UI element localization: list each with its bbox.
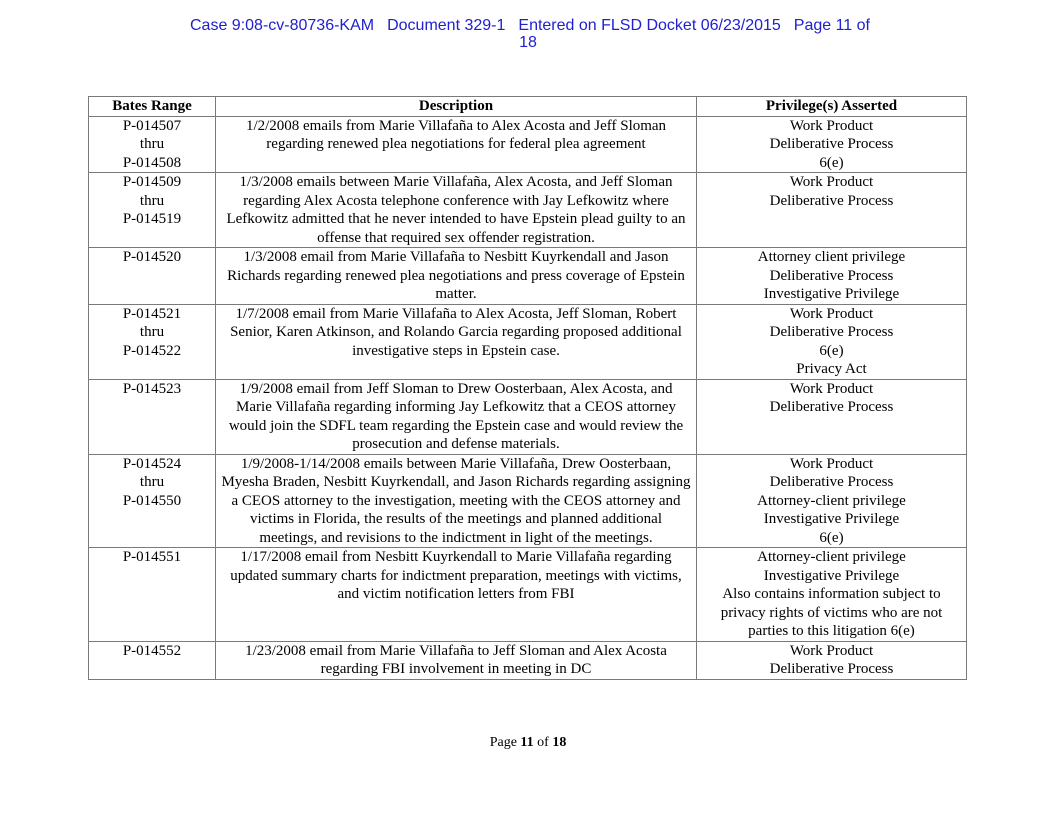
bates-range-cell [89, 548, 216, 642]
description-cell: 1/7/2008 email from Marie Villafaña to Alex Acosta, Jeff Sloman, Robert Senior, Karen Atkinson, and Rolando Garcia regarding proposed additional investigative steps in Epstein case. [216, 304, 697, 379]
table-body [89, 116, 967, 679]
privilege-line: Attorney-client privilege [757, 549, 906, 565]
privilege-line: Deliberative Process [769, 474, 894, 490]
privilege-line: Work Product [789, 642, 874, 659]
privileges-cell [697, 454, 967, 548]
bates-range-line: P-014507 [122, 117, 182, 134]
footer-of-word: of [537, 735, 549, 750]
privilege-line: Investigative Privilege [763, 511, 900, 527]
bates-range-line: P-014509 [122, 174, 182, 190]
privilege-line: Deliberative Process [769, 661, 894, 677]
bates-range-line: thru [139, 136, 165, 152]
table-row [89, 173, 967, 248]
privileges-cell [697, 641, 967, 679]
privilege-line: Deliberative Process [769, 267, 894, 284]
table-row [89, 548, 967, 642]
docket-header-line1 [0, 18, 1056, 35]
privileges-cell [697, 304, 967, 379]
description-cell: 1/9/2008-1/14/2008 emails between Marie Villafaña, Drew Oosterbaan, Myesha Braden, Nesbitt Kuyrkendall, and Jason Richards regarding assigning a CEOS attorney to the investigation, meeting with the CEOS attorney and victims in Florida, the results of the meetings and planned additional meetings, and revisions to the indictment in light of the meetings. [216, 454, 697, 548]
privileges-cell [697, 116, 967, 173]
description-cell: 1/17/2008 email from Nesbitt Kuyrkendall to Marie Villafaña regarding updated summary charts for indictment preparation, meetings with victims, and victim notification letters from FBI [216, 548, 697, 642]
description-cell: 1/9/2008 email from Jeff Sloman to Drew Oosterbaan, Alex Acosta, and Marie Villafaña regarding informing Jay Lefkowitz that a CEOS attorney would join the SDFL team regarding the Epstein case and would review the prosecution and defense materials. [216, 379, 697, 454]
privilege-line: Investigative Privilege [763, 567, 900, 584]
page-footer [0, 735, 1056, 751]
bates-range-cell [89, 304, 216, 379]
document-number: Document 329-1 [387, 17, 506, 34]
privilege-line: Work Product [789, 380, 874, 397]
bates-range-cell [89, 116, 216, 173]
footer-page-word: Page [489, 735, 517, 750]
column-header-description: Description [216, 97, 697, 117]
table-row [89, 116, 967, 173]
column-header-bates: Bates Range [89, 97, 216, 117]
description-cell: 1/23/2008 email from Marie Villafaña to Jeff Sloman and Alex Acosta regarding FBI involvement in meeting in DC [216, 641, 697, 679]
privilege-line: Work Product [789, 117, 874, 134]
privilege-line: Deliberative Process [769, 399, 894, 415]
privilege-line: Also contains information subject to privacy rights of victims who are not parties to this litigation 6(e) [720, 586, 943, 639]
bates-range-line: P-014552 [122, 642, 182, 659]
privilege-line: Deliberative Process [769, 192, 894, 209]
bates-range-line: P-014520 [122, 249, 182, 265]
privilege-line: Deliberative Process [769, 136, 894, 152]
bates-range-line: P-014550 [122, 492, 182, 509]
bates-range-cell [89, 641, 216, 679]
description-cell: 1/2/2008 emails from Marie Villafaña to Alex Acosta and Jeff Sloman regarding renewed plea negotiations for federal plea agreement [216, 116, 697, 173]
bates-range-line: thru [139, 474, 165, 490]
table-row [89, 454, 967, 548]
privilege-line: Attorney client privilege [757, 249, 906, 265]
privilege-line: Work Product [789, 174, 874, 190]
privilege-log-table [88, 96, 967, 680]
case-number: Case 9:08-cv-80736-KAM [190, 17, 375, 34]
description-cell: 1/3/2008 emails between Marie Villafaña, Alex Acosta, and Jeff Sloman regarding Alex Acosta telephone conference with Jay Lefkowitz where Lefkowitz admitted that he never intended to have Epstein plead guilty to an offense that required sex offender registration. [216, 173, 697, 248]
privileges-cell [697, 248, 967, 305]
bates-range-line: P-014519 [122, 211, 182, 227]
footer-page-total: 18 [552, 735, 567, 750]
table-row [89, 248, 967, 305]
column-header-privileges: Privilege(s) Asserted [697, 97, 967, 117]
page-total: 18 [519, 33, 537, 51]
bates-range-line: P-014522 [122, 342, 182, 359]
bates-range-line: thru [139, 192, 165, 209]
footer-page-number: 11 [520, 735, 534, 750]
bates-range-cell [89, 379, 216, 454]
privilege-line: Deliberative Process [769, 324, 894, 340]
privileges-cell [697, 548, 967, 642]
docket-entry: Entered on FLSD Docket 06/23/2015 [518, 17, 781, 34]
privilege-line: Work Product [789, 455, 874, 472]
bates-range-cell [89, 248, 216, 305]
privileges-cell [697, 379, 967, 454]
bates-range-line: P-014551 [122, 549, 182, 565]
docket-header [0, 18, 1056, 51]
bates-range-line: P-014508 [122, 154, 182, 171]
privilege-line: 6(e) [819, 342, 844, 359]
privilege-line: 6(e) [819, 529, 844, 546]
bates-range-line: P-014521 [122, 305, 182, 322]
table-row [89, 641, 967, 679]
privilege-line: Privacy Act [796, 361, 867, 377]
privileges-cell [697, 173, 967, 248]
privilege-line: Work Product [789, 305, 874, 322]
description-cell: 1/3/2008 email from Marie Villafaña to Nesbitt Kuyrkendall and Jason Richards regarding renewed plea negotiations and press coverage of Epstein matter. [216, 248, 697, 305]
privilege-line: 6(e) [819, 154, 844, 171]
bates-range-line: P-014523 [122, 380, 182, 397]
table-row [89, 379, 967, 454]
page-of-label: Page 11 of [793, 17, 870, 34]
table-row [89, 304, 967, 379]
table-header-row [89, 97, 967, 117]
bates-range-cell [89, 454, 216, 548]
bates-range-line: P-014524 [122, 455, 182, 472]
bates-range-cell [89, 173, 216, 248]
bates-range-line: thru [139, 324, 165, 340]
privilege-line: Investigative Privilege [763, 286, 900, 302]
privilege-line: Attorney-client privilege [757, 492, 906, 509]
